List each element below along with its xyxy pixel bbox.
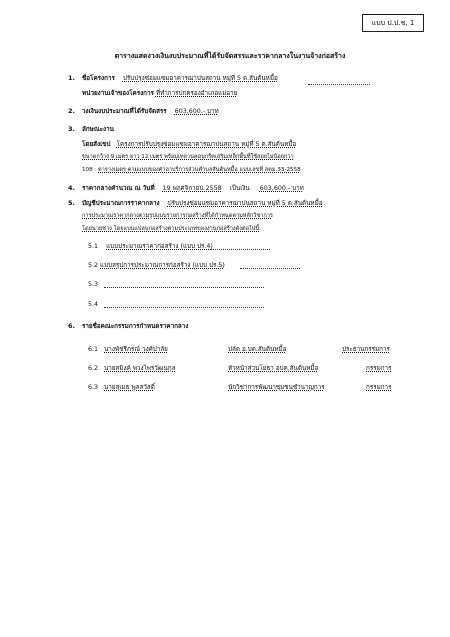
section-3-number: 3. <box>68 125 75 133</box>
committee-member <box>88 364 98 373</box>
member-name: นายสุเมธ พูลสวัสดิ์ <box>104 384 155 391</box>
item-number: 5.4 <box>88 301 99 308</box>
budget-label: วงเงินงบประมาณที่ได้รับจัดสรร <box>82 108 167 115</box>
member-role: กรรมการ <box>366 384 392 391</box>
member-role: ประธานกรรมการ <box>342 346 390 353</box>
committee-member <box>88 383 98 392</box>
area-value: 108 <box>82 167 93 173</box>
area-detail: ตารางเมตร ตามแบบของศาลาบริการส่วนตำบลสันต้นหมื้อ แบบเลขที่ สตม.33-2558 <box>98 167 301 173</box>
price-item-4 <box>88 300 98 309</box>
committee-member <box>88 345 98 354</box>
median-price-amount: 603,600.- บาท <box>259 185 304 192</box>
section-1-number: 1. <box>68 74 75 82</box>
section-2-number: 2. <box>68 107 75 115</box>
member-number: 6.2 <box>88 365 99 372</box>
member-position: นักวิชาการพัฒนาชุมชนชำนาญการ <box>228 384 325 391</box>
member-position: ปลัด อ.บต.สันต้นหมื้อ <box>228 346 287 353</box>
price-item-1 <box>88 242 213 251</box>
project-name-label: ชื่อโครงการ <box>82 75 115 82</box>
work-type-label: ลักษณะงาน <box>82 126 114 133</box>
median-price-label: ราคากลางคำนวณ ณ วันที่ <box>82 185 155 192</box>
section-4-row <box>82 184 304 193</box>
section-2-row <box>82 107 219 116</box>
project-name-value: ปรับปรุงซ่อมแซมอาคารฌาปนสถาน หมู่ที่ 5 ต.สันต้นหมื้อ <box>122 75 278 82</box>
member-role: กรรมการ <box>366 365 392 372</box>
price-list-value: ปรับปรุงซ่อมแซมอาคารฌาปนสถาน หมู่ที่ 5 ต.สันต้นหมื้อ <box>167 200 323 207</box>
price-item-2 <box>88 261 225 270</box>
work-area-line <box>82 166 301 175</box>
dotted-rule <box>240 268 300 269</box>
form-code-box: แบบ ป.ป.ช. 1 <box>362 14 424 32</box>
item-text: แบบสรุปการประมาณการก่อสร้าง (แบบ ปร.5) <box>100 262 225 269</box>
item-number: 5.1 <box>88 243 99 250</box>
member-number: 6.1 <box>88 346 99 353</box>
section-5-number: 5. <box>68 199 75 207</box>
price-item-3 <box>88 280 98 289</box>
item-number: 5.3 <box>88 281 99 288</box>
section-1-row <box>82 74 278 83</box>
item-text: แบบประมาณราคาก่อสร้าง (แบบ ปร.4) <box>106 243 213 250</box>
dotted-rule <box>308 84 370 85</box>
price-list-line-2: การประมาณราคากลางตามรูปแบบรายการก่อสร้างที่ได้กำหนดตามหลักวิชาการ <box>82 213 273 219</box>
agency-row <box>82 89 237 98</box>
member-number: 6.3 <box>88 384 99 391</box>
section-6-number: 6. <box>68 322 75 330</box>
dotted-rule <box>210 249 270 250</box>
agency-value: ที่ทำการปกครองอำเภอแม่อาย <box>155 90 238 97</box>
median-price-mid: เป็นเงิน <box>229 185 250 192</box>
dotted-rule <box>104 307 264 308</box>
summary-label: โดยสังเขป <box>82 141 111 148</box>
price-list-label: บัญชีประมาณการราคากลาง <box>82 200 160 207</box>
section-4-number: 4. <box>68 184 75 192</box>
work-summary-row <box>82 140 296 149</box>
committee-label: รายชื่อคณะกรรมการกำหนดราคากลาง <box>82 323 189 330</box>
dotted-rule <box>104 287 264 288</box>
item-number: 5.2 <box>88 262 99 269</box>
section-5-row <box>82 199 323 208</box>
summary-value: โครงการปรับปรุงซ่อมแซมอาคารฌาปนสถาน หมู่ที่ 5 ต.สันต้นหมื้อ <box>116 141 297 148</box>
member-name: นางพัชรีภรณ์ วงศ์ปาลัย <box>104 346 168 353</box>
work-size-line: ขนาดกว้าง 9 เมตร ยาว 12 เมตร พร้อมเทลานคอนกรีตเสริมเหล็กพื้นที่ใช้สอยไม่น้อยกว่า <box>82 154 294 160</box>
median-price-date: 19 พฤศจิกายน 2558 <box>162 185 222 192</box>
member-name: นายสมิงค์ พวงไพรวัฒนกุล <box>104 365 176 372</box>
agency-label: หน่วยงานเจ้าของโครงการ <box>82 90 154 97</box>
budget-value: 603,600.- บาท <box>174 108 219 115</box>
price-list-line-3: โดยนายช่าง โดยแบบแปลนก่อสร้างตามประเภทของงานก่อสร้างดังต่อไปนี้ <box>82 226 260 232</box>
document-title: ตารางแสดงวงเงินงบประมาณที่ได้รับจัดสรรและราคากลางในงานจ้างก่อสร้าง <box>114 52 346 60</box>
member-position: หัวหน้าส่วนโยธา อบต.สันต้นหมื้อ <box>228 365 319 372</box>
